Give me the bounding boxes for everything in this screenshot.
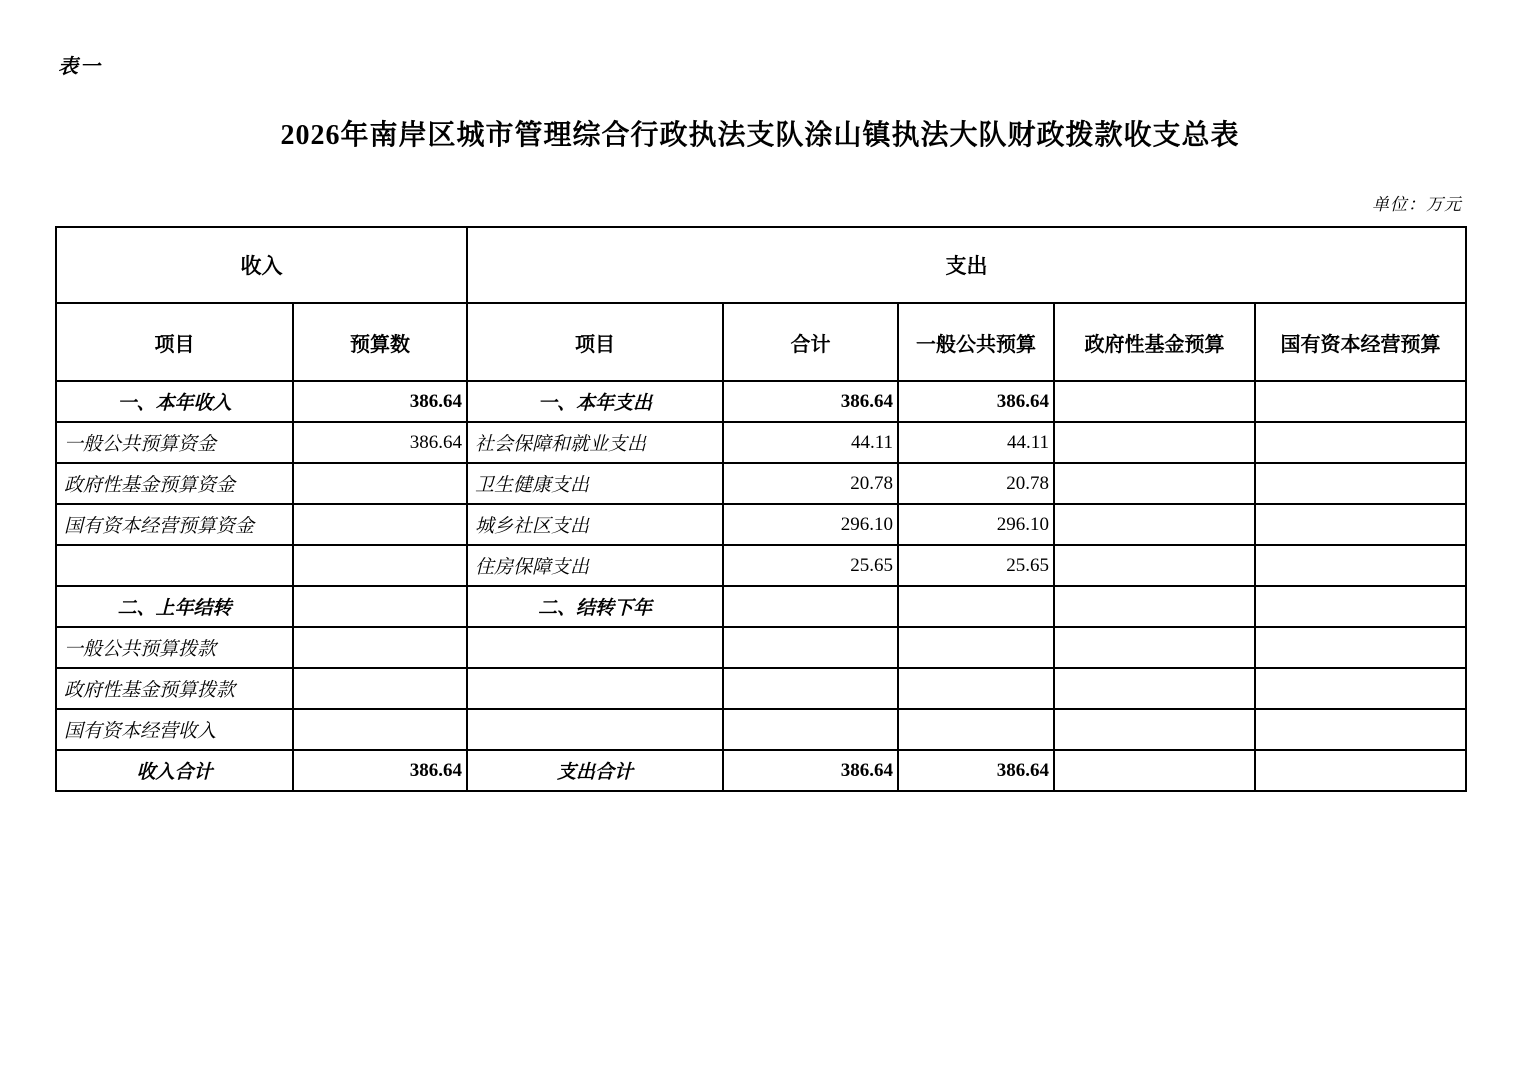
table-cell: 国有资本经营收入 [56, 709, 293, 750]
table-row [56, 586, 1466, 627]
table-cell: 一、本年支出 [467, 381, 723, 422]
table-cell [293, 586, 467, 627]
table-row [56, 627, 1466, 668]
column-header-expenditure-item: 项目 [467, 303, 723, 381]
table-cell: 收入合计 [56, 750, 293, 791]
table-cell: 386.64 [293, 422, 467, 463]
table-cell: 386.64 [293, 750, 467, 791]
table-cell: 386.64 [898, 750, 1054, 791]
table-cell: 一般公共预算拨款 [56, 627, 293, 668]
table-cell [723, 668, 898, 709]
table-cell [898, 709, 1054, 750]
table-cell [1054, 463, 1255, 504]
table-row [56, 422, 1466, 463]
table-cell [1054, 668, 1255, 709]
table-cell [1255, 422, 1466, 463]
table-cell: 政府性基金预算拨款 [56, 668, 293, 709]
table-cell: 386.64 [898, 381, 1054, 422]
table-cell [1054, 586, 1255, 627]
table-cell [1255, 463, 1466, 504]
table-cell [1255, 627, 1466, 668]
table-cell [723, 586, 898, 627]
table-cell [1054, 750, 1255, 791]
table-cell: 386.64 [293, 381, 467, 422]
group-header-income: 收入 [56, 227, 467, 303]
table-row [56, 504, 1466, 545]
table-cell: 住房保障支出 [467, 545, 723, 586]
table-cell [723, 709, 898, 750]
table-cell: 44.11 [723, 422, 898, 463]
table-cell [1054, 709, 1255, 750]
table-cell: 二、上年结转 [56, 586, 293, 627]
table-cell [1054, 627, 1255, 668]
table-cell: 二、结转下年 [467, 586, 723, 627]
table-column-header-row [56, 303, 1466, 381]
table-cell [1255, 545, 1466, 586]
page-title: 2026年南岸区城市管理综合行政执法支队涂山镇执法大队财政拨款收支总表 [280, 120, 1240, 151]
table-cell [1255, 668, 1466, 709]
table-cell [723, 627, 898, 668]
table-cell [293, 668, 467, 709]
column-header-budget-amount: 预算数 [293, 303, 467, 381]
table-row [56, 709, 1466, 750]
table-cell: 卫生健康支出 [467, 463, 723, 504]
table-cell: 一、本年收入 [56, 381, 293, 422]
table-cell: 296.10 [898, 504, 1054, 545]
table-cell [1255, 504, 1466, 545]
table-cell [1255, 381, 1466, 422]
table-row [56, 463, 1466, 504]
table-cell [898, 627, 1054, 668]
table-cell [1255, 586, 1466, 627]
table-cell: 政府性基金预算资金 [56, 463, 293, 504]
table-cell: 386.64 [723, 381, 898, 422]
table-cell: 20.78 [898, 463, 1054, 504]
unit-note: 单位：万元 [1372, 195, 1462, 214]
group-header-expenditure: 支出 [467, 227, 1466, 303]
table-label: 表一 [58, 56, 102, 78]
table-row [56, 750, 1466, 791]
table-cell [898, 668, 1054, 709]
column-header-income-item: 项目 [56, 303, 293, 381]
table-cell: 国有资本经营预算资金 [56, 504, 293, 545]
column-header-general-public-budget: 一般公共预算 [898, 303, 1054, 381]
table-cell: 25.65 [723, 545, 898, 586]
budget-table [55, 226, 1467, 792]
table-cell: 20.78 [723, 463, 898, 504]
table-cell: 社会保障和就业支出 [467, 422, 723, 463]
table-cell [1054, 545, 1255, 586]
table-cell [293, 463, 467, 504]
table-cell: 城乡社区支出 [467, 504, 723, 545]
table-cell: 44.11 [898, 422, 1054, 463]
table-row [56, 381, 1466, 422]
table-cell: 一般公共预算资金 [56, 422, 293, 463]
column-header-total: 合计 [723, 303, 898, 381]
table-cell [1054, 422, 1255, 463]
table-row [56, 668, 1466, 709]
table-cell: 386.64 [723, 750, 898, 791]
table-group-header-row [56, 227, 1466, 303]
table-cell [467, 709, 723, 750]
column-header-state-capital-budget: 国有资本经营预算 [1255, 303, 1466, 381]
table-cell [1054, 381, 1255, 422]
table-cell [293, 545, 467, 586]
table-cell: 支出合计 [467, 750, 723, 791]
table-row [56, 545, 1466, 586]
table-cell [293, 709, 467, 750]
table-cell [1054, 504, 1255, 545]
table-cell [898, 586, 1054, 627]
table-cell [1255, 709, 1466, 750]
table-cell [467, 627, 723, 668]
column-header-gov-fund-budget: 政府性基金预算 [1054, 303, 1255, 381]
table-cell [293, 627, 467, 668]
table-cell [56, 545, 293, 586]
table-cell [293, 504, 467, 545]
table-cell: 25.65 [898, 545, 1054, 586]
table-cell [467, 668, 723, 709]
table-cell [1255, 750, 1466, 791]
table-cell: 296.10 [723, 504, 898, 545]
